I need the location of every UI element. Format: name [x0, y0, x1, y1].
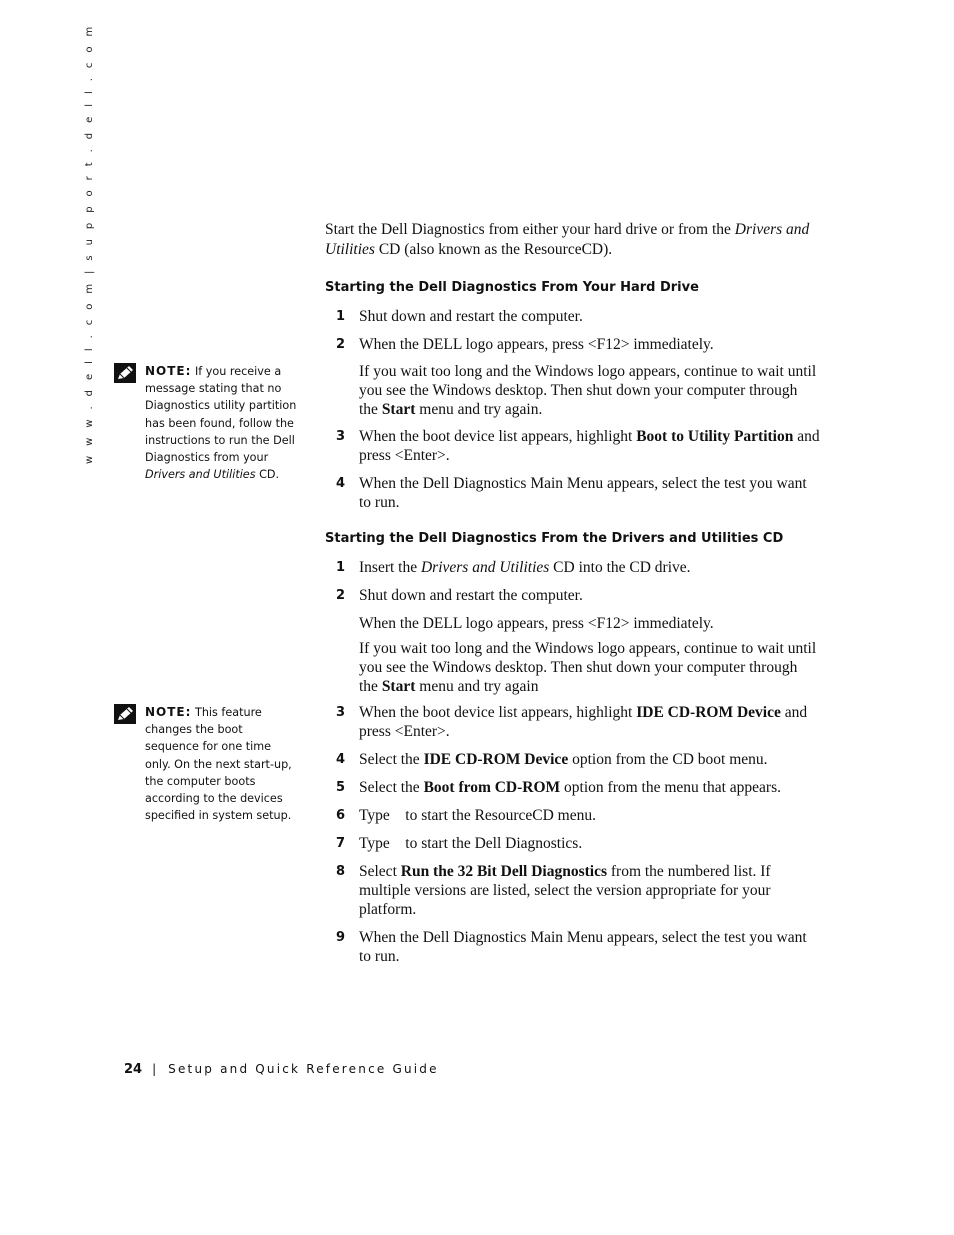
- step-item: 1 Insert the Drivers and Utilities CD into the CD drive.: [336, 559, 691, 576]
- step-item: 4 Select the IDE CD-ROM Device option from the CD boot menu.: [336, 751, 768, 768]
- sidebar-url-text: w w w . d e l l . c o m | s u p p o r t . d e l l . c o m: [84, 23, 95, 464]
- note-text: NOTE: This feature changes the boot sequence for one time only. On the next start-up, the computer boots according to the devices specified in system setup.: [145, 705, 292, 823]
- step-item: 2 When the DELL logo appears, press <F12> immediately.: [336, 336, 714, 353]
- pencil-note-icon: [114, 363, 136, 383]
- note-box: [114, 704, 300, 824]
- footer-title: Setup and Quick Reference Guide: [168, 1062, 439, 1076]
- wait-paragraph: If you wait too long and the Windows logo appears, continue to wait until you see the Windows desktop. Then shut down your computer through the Start menu and try again: [359, 640, 817, 695]
- step-item: 3 When the boot device list appears, highlight IDE CD-ROM Device and press <Enter>.: [336, 704, 808, 741]
- pencil-note-icon: [114, 704, 136, 724]
- step-item: 6 Type to start the ResourceCD menu.: [336, 807, 596, 824]
- page-number: 24: [124, 1062, 143, 1077]
- footer-separator: |: [152, 1062, 157, 1076]
- note-text: NOTE: If you receive a message stating that no Diagnostics utility partition has been found, follow the instructions to run the Dell Diagnostics from your Drivers and Utilities CD.: [145, 364, 297, 482]
- step-item: 5 Select the Boot from CD-ROM option from the menu that appears.: [336, 779, 781, 796]
- step-item: 3 When the boot device list appears, highlight Boot to Utility Partition and press <Enter>.: [336, 428, 820, 465]
- intro-paragraph: Start the Dell Diagnostics from either your hard drive or from the Drivers and Utilities CD (also known as the ResourceCD).: [325, 221, 810, 258]
- step-item: 7 Type to start the Dell Diagnostics.: [336, 835, 583, 852]
- note-box: [114, 363, 300, 483]
- wait-paragraph: If you wait too long and the Windows logo appears, continue to wait until you see the Windows desktop. Then shut down your computer through the Start menu and try again.: [359, 363, 817, 418]
- logo-paragraph: When the DELL logo appears, press <F12> immediately.: [359, 615, 714, 632]
- sidebar-url: [84, 23, 100, 464]
- page-footer: [124, 1062, 439, 1077]
- section-heading-cd: Starting the Dell Diagnostics From the Drivers and Utilities CD: [325, 531, 784, 546]
- step-item: 2 Shut down and restart the computer.: [336, 587, 583, 604]
- note-label: NOTE:: [145, 705, 192, 719]
- note-label: NOTE:: [145, 364, 192, 378]
- step-item: 1 Shut down and restart the computer.: [336, 308, 583, 325]
- step-item: 9 When the Dell Diagnostics Main Menu appears, select the test you want to run.: [336, 929, 807, 966]
- section-heading-hard-drive: Starting the Dell Diagnostics From Your Hard Drive: [325, 280, 699, 295]
- step-item: 4 When the Dell Diagnostics Main Menu appears, select the test you want to run.: [336, 475, 807, 512]
- step-item: 8 Select Run the 32 Bit Dell Diagnostics from the numbered list. If multiple versions are listed, select the version appropriate for your platform.: [336, 863, 771, 919]
